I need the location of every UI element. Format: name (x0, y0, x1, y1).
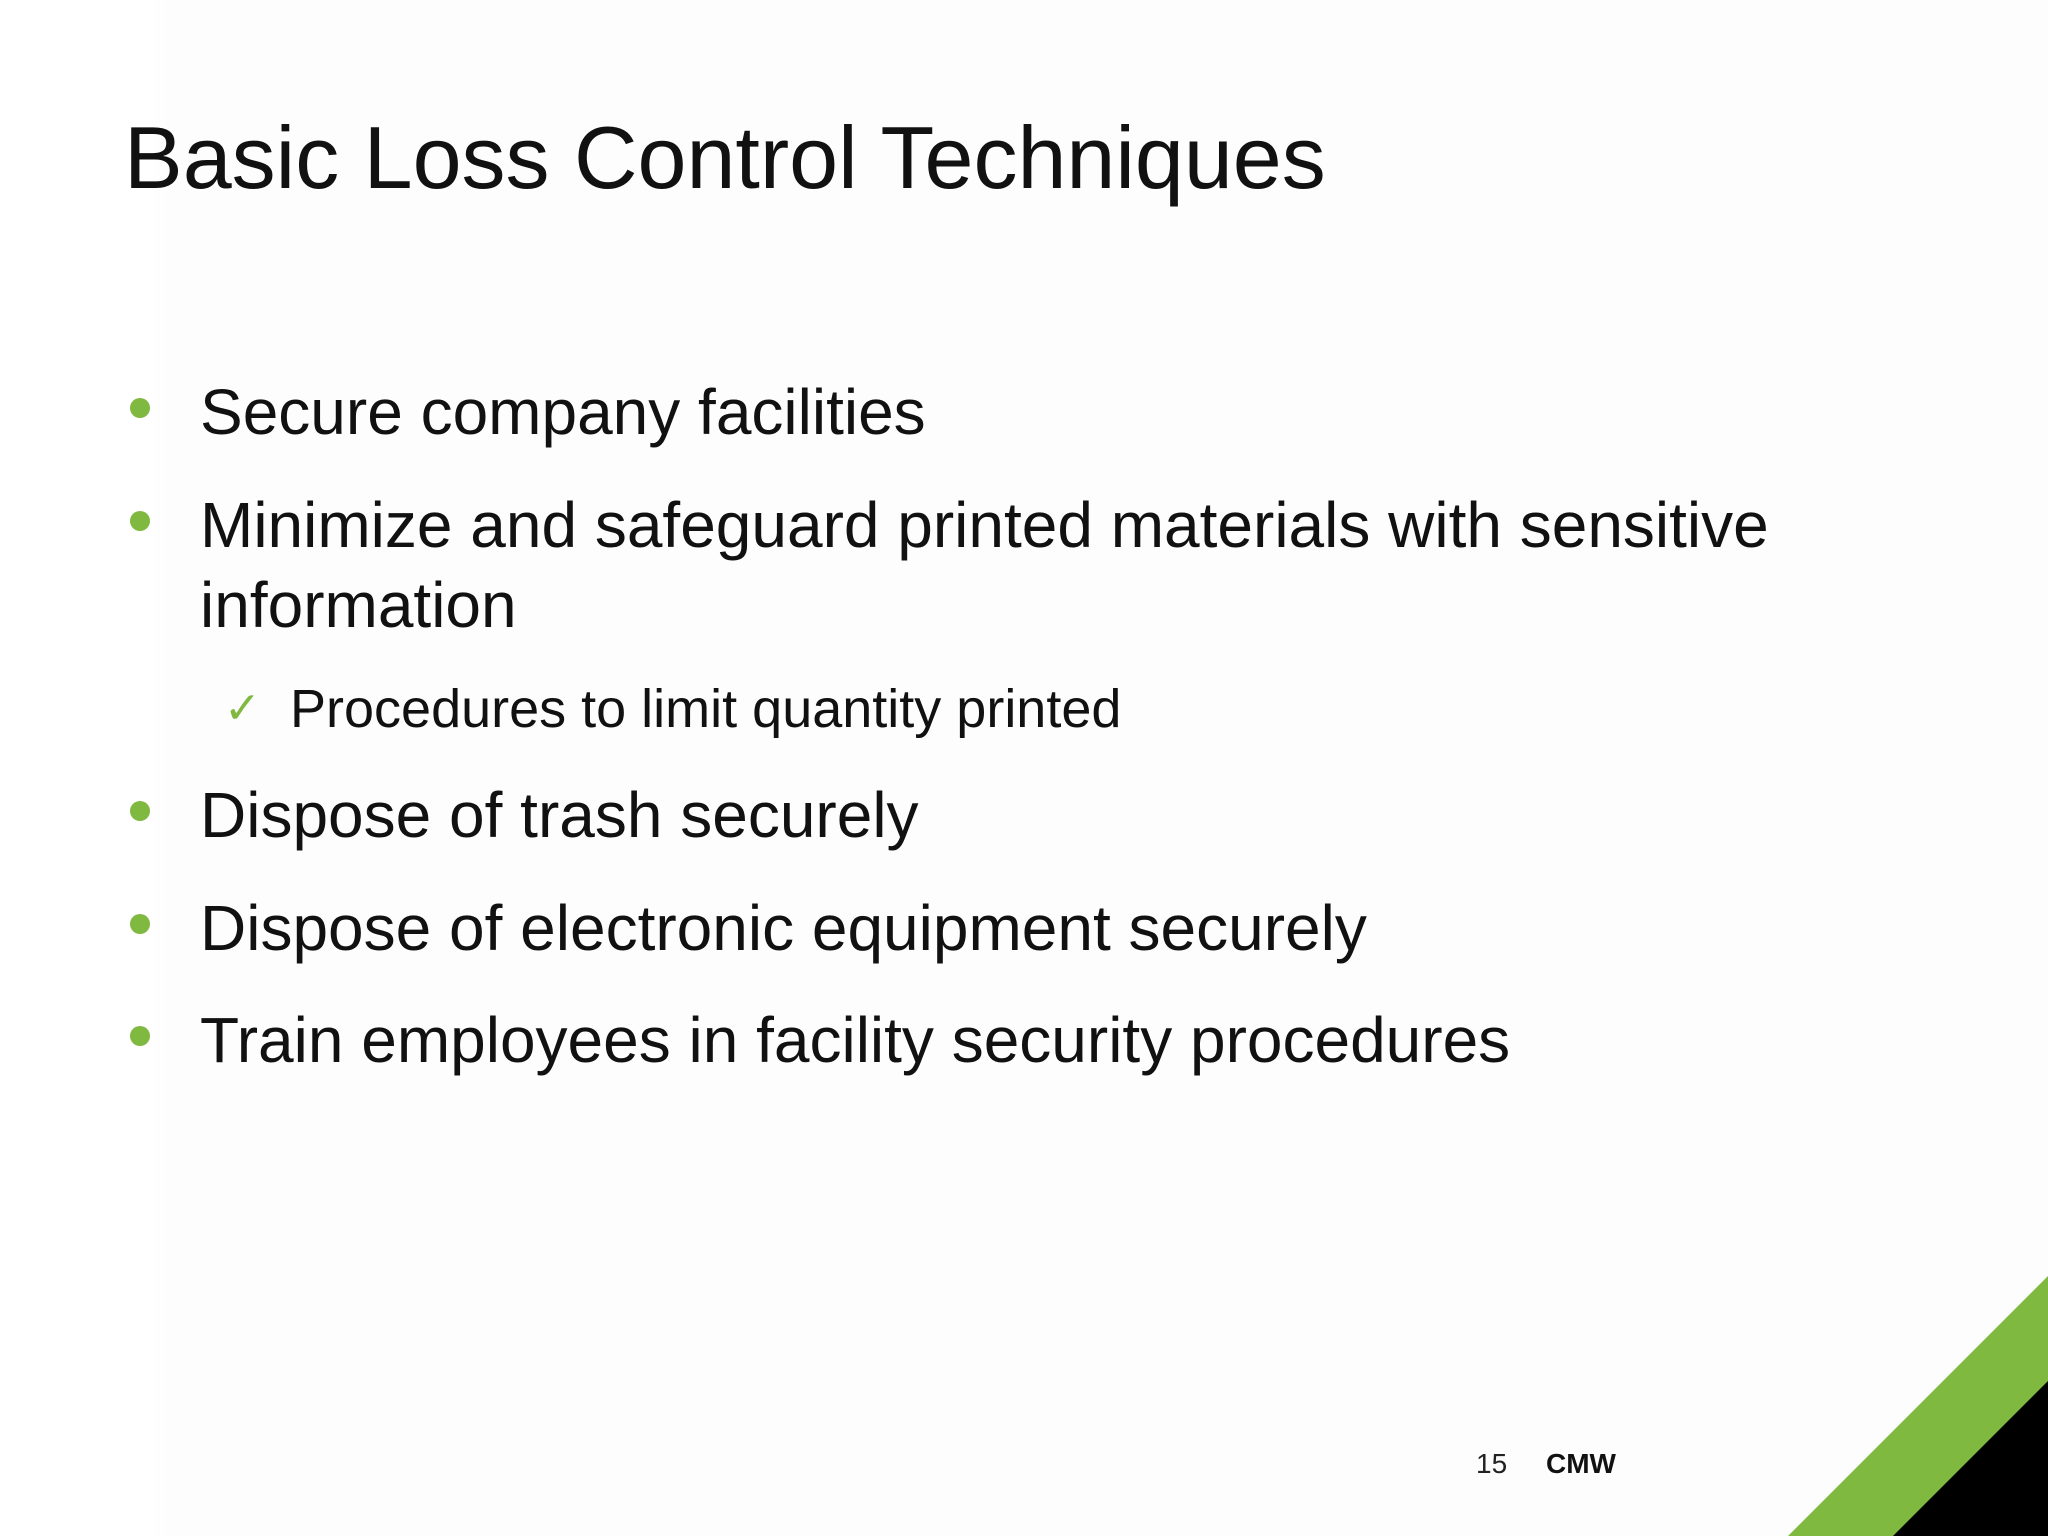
bullet-text: Secure company facilities (200, 376, 926, 448)
bullet-dot-icon (130, 801, 150, 821)
bullet-dot-icon (130, 1026, 150, 1046)
sub-bullet-item (224, 677, 1122, 741)
bullet-item (200, 1000, 1920, 1080)
bullet-dot-icon (130, 914, 150, 934)
sub-bullet-text: Procedures to limit quantity printed (290, 679, 1122, 739)
slide-title: Basic Loss Control Techniques (124, 108, 1326, 207)
corner-decoration (1788, 1276, 2048, 1536)
bullet-item (200, 888, 1920, 968)
page-number: 15 (1476, 1448, 1508, 1479)
brand-label: CMW (1546, 1448, 1616, 1479)
bullet-text: Minimize and safeguard printed materials with sensitive information (200, 489, 1769, 641)
bullet-item (200, 372, 1920, 452)
bullet-text: Train employees in facility security procedures (200, 1004, 1511, 1076)
bullet-dot-icon (130, 398, 150, 418)
bullet-item (200, 485, 1920, 645)
bullet-text: Dispose of trash securely (200, 779, 919, 851)
bullet-dot-icon (130, 511, 150, 531)
check-mark-icon: ✓ (224, 684, 261, 733)
bullet-item (200, 775, 1920, 855)
bullet-text: Dispose of electronic equipment securely (200, 892, 1367, 964)
